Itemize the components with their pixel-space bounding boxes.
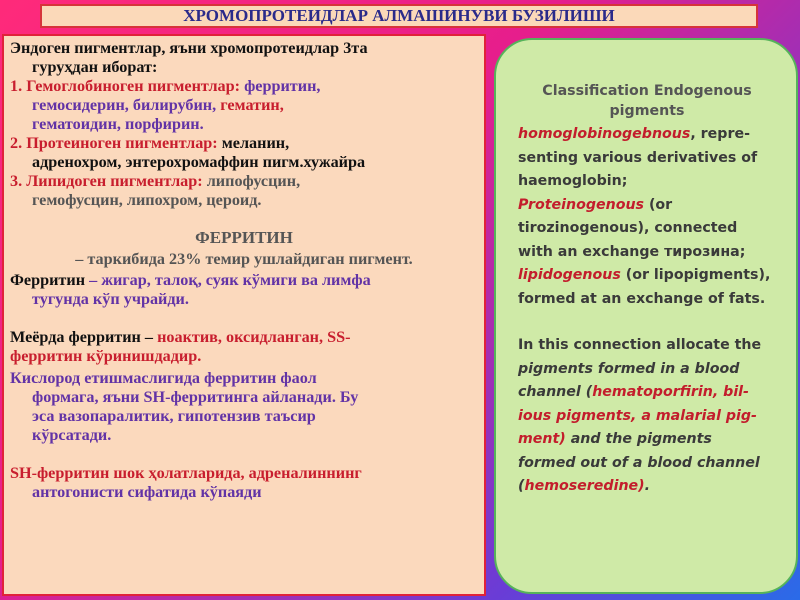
p1-term: homoglobinogebnous <box>518 126 691 142</box>
p3-line-2: formed at an exchange of fats. <box>518 290 766 307</box>
p2-line-1 <box>518 194 776 218</box>
intro-line-2: гуруҳдан иборат: <box>32 58 158 76</box>
p2-line-3: with an exchange тирозина; <box>518 243 746 260</box>
p2-line-2: tirozinogenous), connected <box>518 220 738 236</box>
group-3-line <box>10 172 478 191</box>
p4-and-text: and the pigments <box>565 431 712 447</box>
ferritin-term: Ферритин <box>10 271 86 289</box>
intro-line-1: Эндоген пигментлар, яъни хромопротеидлар 3та <box>10 39 368 57</box>
p4-line-2: pigments formed in a blood <box>518 360 740 377</box>
p3-line-1 <box>518 264 776 288</box>
left-text-panel <box>2 34 486 596</box>
ferritin-location-line-2: тугунда кўп учрайди. <box>32 290 189 308</box>
p4-channel-text: channel ( <box>518 384 593 400</box>
page-title: ХРОМОПРОТЕИДЛАР АЛМАШИНУВИ БУЗИЛИШИ <box>40 4 758 28</box>
group-1-label: 1. Гемоглобиноген пигментлар: <box>10 77 241 95</box>
p4-line-6: formed out of a blood channel <box>518 454 760 471</box>
classification-heading-line-1: Classification Endogenous <box>542 83 752 99</box>
hypoxia-line-4: кўрсатади. <box>32 426 112 444</box>
p3-term: lipidogenous <box>518 267 621 283</box>
ferritin-description: – таркибида 23% темир ушлайдиган пигмент. <box>75 250 413 268</box>
hypoxia-line-3: эса вазопаралитик, гипотензив таъсир <box>32 407 316 425</box>
group-1-line-2-text: гемосидерин, билирубин, <box>32 96 217 114</box>
group-1-line-2 <box>10 96 478 115</box>
right-text-panel <box>494 38 798 594</box>
group-3-line-2: гемофусцин, липохром, цероид. <box>32 191 262 209</box>
meyorda-text: ноактив, оксидланган, SS- <box>153 328 351 346</box>
ferritin-location <box>10 271 478 290</box>
group-1-items: ферритин, <box>240 77 321 95</box>
p1-line-3: haemoglobin; <box>518 173 628 189</box>
hypoxia-line-2: формага, яъни SH-ферритинга айланади. Бу <box>32 388 359 406</box>
classification-heading-line-2: pigments <box>609 102 685 119</box>
p1-line-2: senting various derivatives of <box>518 149 758 166</box>
p4-open-paren: ( <box>518 478 525 494</box>
p4-line-3 <box>518 381 776 405</box>
group-1-line <box>10 77 478 96</box>
hypoxia-line-1: Кислород етишмаслигида ферритин фаол <box>10 369 317 387</box>
p4-line-1: In this connection allocate the <box>518 337 762 353</box>
shock-line-2: антогонисти сифатида кўпаяди <box>32 483 262 501</box>
group-1-hematin: гематин, <box>216 96 284 114</box>
ferritin-heading: ФЕРРИТИН <box>195 228 293 247</box>
p2-term: Proteinogenous <box>518 196 644 213</box>
p4-red-1: hematoporfirin, bil- <box>592 384 749 400</box>
p3-rest: (or lipopigments), <box>620 267 771 283</box>
p1-line-1 <box>518 123 776 147</box>
group-2-line <box>10 134 478 153</box>
group-2-items: меланин, <box>217 134 290 152</box>
p4-period: . <box>644 478 651 494</box>
group-3-label: 3. Липидоген пигментлар: <box>10 172 203 190</box>
ferritin-location-text: – жигар, талоқ, суяк кўмиги ва лимфа <box>85 271 371 289</box>
meyorda-term: Меёрда ферритин – <box>10 328 154 346</box>
group-3-items: липофусцин, <box>202 172 301 190</box>
shock-line-1: SH-ферритин шок ҳолатларида, адреналиннинг <box>10 464 362 482</box>
p4-line-5 <box>518 428 776 452</box>
p2-rest: (or <box>644 196 673 213</box>
group-1-line-3: гематоидин, порфирин. <box>32 115 204 133</box>
group-2-label: 2. Протеиноген пигментлар: <box>10 134 218 152</box>
group-2-line-2: адренохром, энтерохромаффин пигм.хужайра <box>32 153 366 171</box>
p4-line-7 <box>518 475 776 499</box>
p4-red-4: hemoseredine) <box>524 478 645 494</box>
p4-red-3: ment) <box>518 431 566 447</box>
meyorda-line <box>10 328 478 347</box>
p4-line-4: ious pigments, a malarial pig- <box>518 407 757 424</box>
meyorda-line-2: ферритин кўринишдадир. <box>10 347 202 365</box>
p1-rest: , repre- <box>690 126 750 142</box>
